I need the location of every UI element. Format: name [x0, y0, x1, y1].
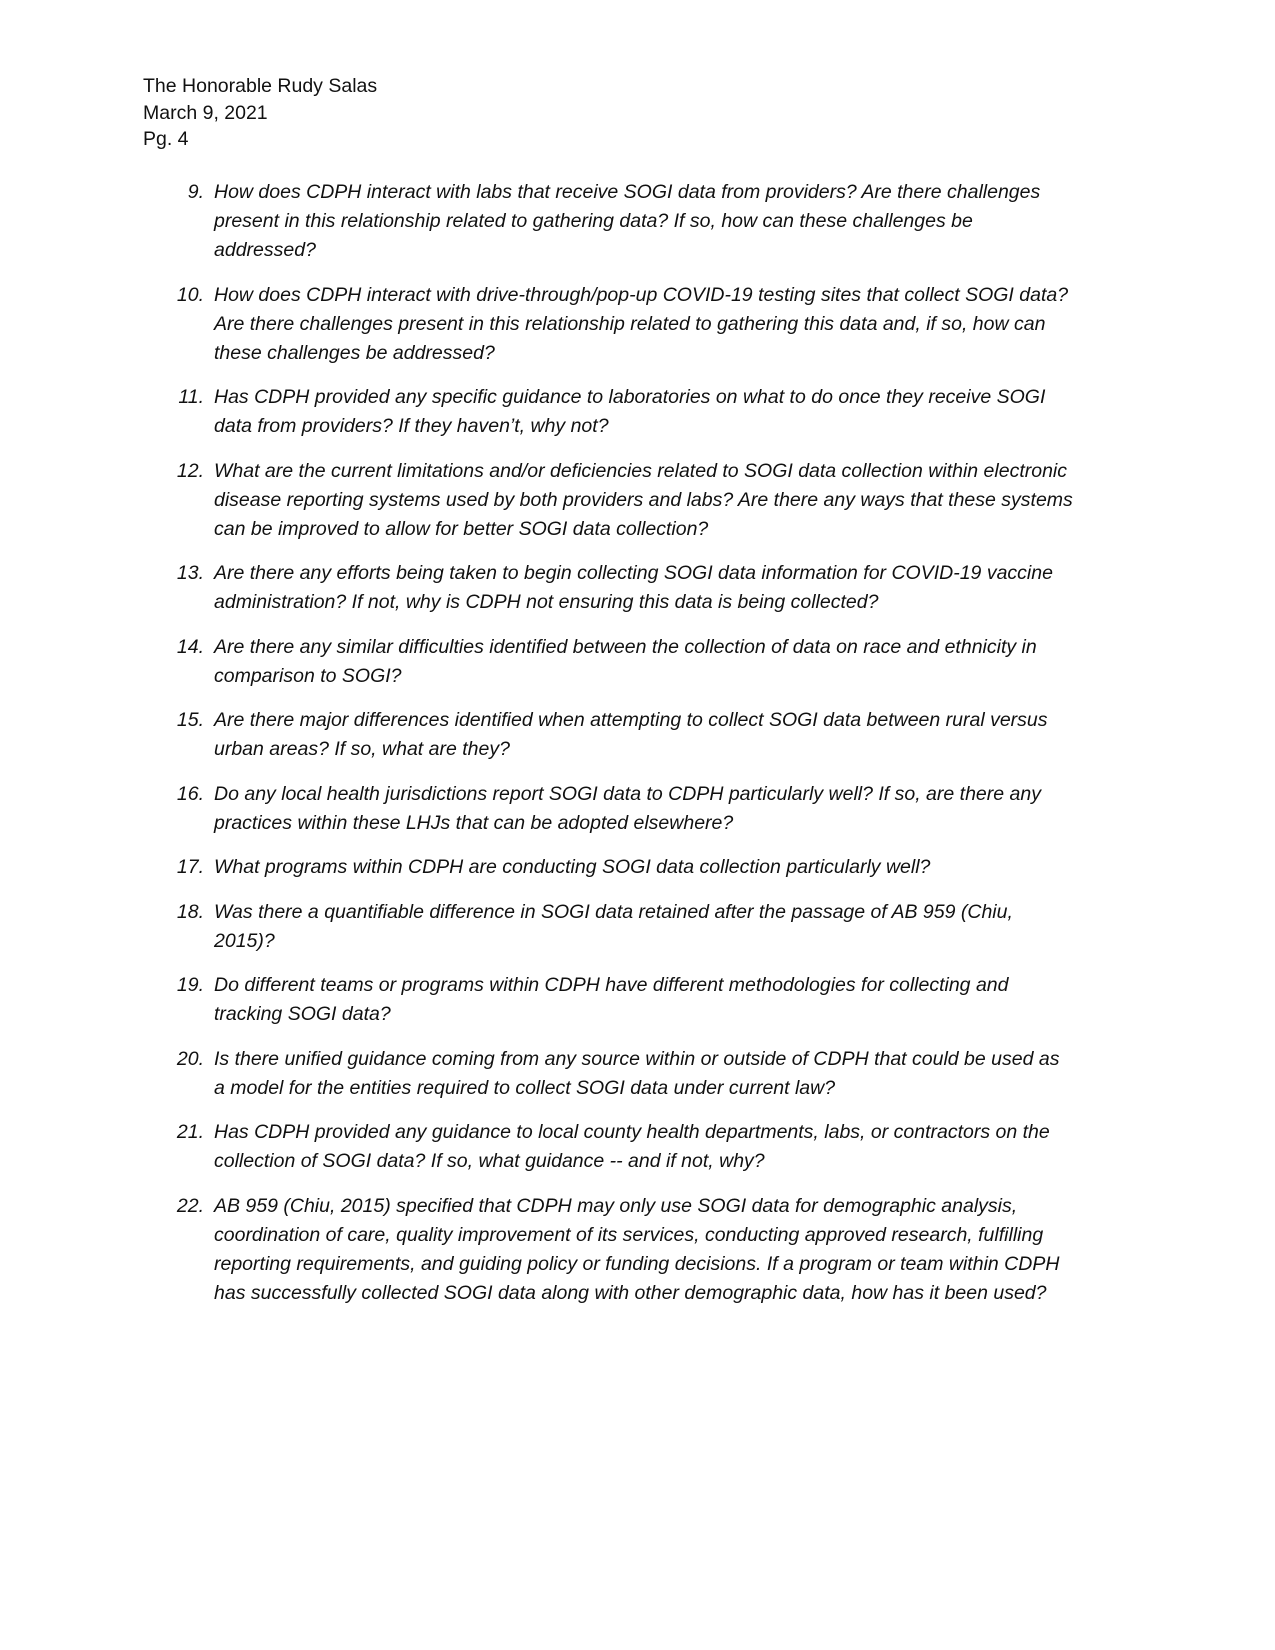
question-item: [170, 457, 1075, 544]
question-item: [170, 706, 1075, 764]
question-number: 12.: [176, 459, 204, 482]
question-text: What programs within CDPH are conducting SOGI data collection particularly well?: [214, 856, 931, 878]
question-text: Are there any efforts being taken to begin collecting SOGI data information for COVID-19 vaccine administration? If not, why is CDPH not ensuring this data is being collected?: [214, 562, 1053, 613]
page-number: Pg. 4: [143, 128, 189, 150]
question-number: 17.: [176, 856, 204, 878]
question-text: Do any local health jurisdictions report SOGI data to CDPH particularly well? If so, are there any practices within these LHJs that can be adopted elsewhere?: [214, 782, 1041, 834]
question-item: [170, 1045, 1075, 1103]
question-number: 19.: [176, 974, 204, 996]
question-number: 15.: [176, 709, 204, 731]
question-list: [170, 178, 1075, 1323]
question-number: 16.: [176, 782, 204, 805]
question-item: [170, 178, 1075, 265]
question-number: 10.: [176, 283, 204, 306]
question-text: AB 959 (Chiu, 2015) specified that CDPH may only use SOGI data for demographic analysis, coordination of care, quality improvement of its services, conducting approved research, fulfilling reporting requirements, and guiding policy or funding decisions. If a program or team within CDPH has successfully collected SOGI data along with other demographic data, how has it been used?: [214, 1194, 1060, 1304]
question-item: [170, 559, 1075, 617]
question-item: [170, 1192, 1075, 1308]
question-number: 20.: [176, 1047, 204, 1070]
question-text: Has CDPH provided any guidance to local county health departments, labs, or contractors on the collection of SOGI data? If so, what guidance -- and if not, why?: [214, 1121, 1050, 1172]
question-number: 11.: [178, 386, 204, 408]
question-item: [170, 780, 1075, 838]
question-text: What are the current limitations and/or deficiencies related to SOGI data collection within electronic disease reporting systems used by both providers and labs? Are there any ways that these systems can be improved to allow for better SOGI data collection?: [214, 459, 1073, 540]
question-number: 9.: [187, 181, 204, 203]
question-text: Is there unified guidance coming from any source within or outside of CDPH that could be used as a model for the entities required to collect SOGI data under current law?: [214, 1047, 1060, 1099]
question-item: [170, 971, 1075, 1029]
recipient-line: The Honorable Rudy Salas: [143, 75, 378, 97]
question-item: [170, 853, 1075, 882]
question-number: 18.: [176, 900, 204, 923]
question-text: Has CDPH provided any specific guidance to laboratories on what to do once they receive SOGI data from providers? If they haven’t, why not?: [214, 386, 1046, 437]
question-text: Do different teams or programs within CDPH have different methodologies for collecting and tracking SOGI data?: [214, 974, 1009, 1025]
question-item: [170, 281, 1075, 368]
question-item: [170, 633, 1075, 691]
question-text: Are there any similar difficulties identified between the collection of data on race and ethnicity in comparison to SOGI?: [214, 635, 1037, 687]
question-text: Was there a quantifiable difference in SOGI data retained after the passage of AB 959 (Chiu, 2015)?: [214, 900, 1013, 952]
question-text: How does CDPH interact with labs that receive SOGI data from providers? Are there challenges present in this relationship related to gathering data? If so, how can these challenges be addressed?: [214, 181, 1041, 261]
question-number: 14.: [176, 635, 204, 658]
date-line: March 9, 2021: [143, 101, 268, 124]
question-number: 13.: [176, 562, 204, 584]
question-item: [170, 1118, 1075, 1176]
question-number: 22.: [176, 1194, 204, 1217]
question-item: [170, 898, 1075, 956]
letter-header: [143, 73, 377, 153]
question-item: [170, 383, 1075, 441]
question-text: Are there major differences identified when attempting to collect SOGI data between rural versus urban areas? If so, what are they?: [214, 709, 1048, 760]
question-text: How does CDPH interact with drive-through/pop-up COVID-19 testing sites that collect SOGI data? Are there challenges present in this relationship related to gathering this data and, if so, how can these challenges be addressed?: [214, 283, 1069, 364]
question-number: 21.: [176, 1121, 204, 1143]
